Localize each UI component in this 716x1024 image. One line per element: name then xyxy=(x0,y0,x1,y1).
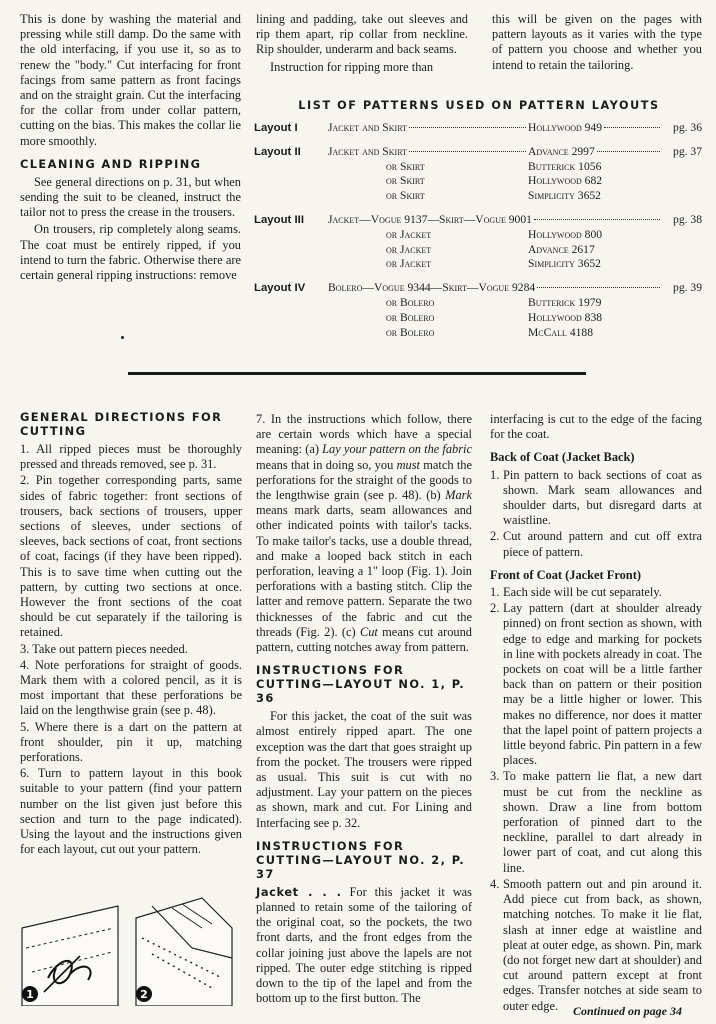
pattern-row xyxy=(254,213,702,228)
pattern-row xyxy=(254,160,702,175)
pattern-row xyxy=(254,296,702,311)
pattern-row xyxy=(254,174,702,189)
item-text: Smooth pattern out and pin around it. Add piece cut from back, as shown, matching notches. To make it lie flat, slash at inner edge at waistline and pleat at outer edge, as shown. Pin, mark (do not forget new dart at shoulder) and cut around pattern except at front edges. Transfer notches at side seam to outer edge. xyxy=(503,876,702,1013)
item-text: Each side will be cut separately. xyxy=(503,585,662,600)
back-coat-list xyxy=(490,468,702,560)
figure-1-label: 1 xyxy=(26,988,34,1001)
page-ref: pg. 37 xyxy=(673,144,702,158)
pattern-entry xyxy=(328,228,702,241)
item-text: Turn to pattern layout in this book suitable to your pattern (find your pattern number on the list given just before this section and turn to the page indicated). Using the layout and the instructions given for each layout, cut out your pattern. xyxy=(20,766,242,857)
top-left-column xyxy=(20,12,241,285)
figure-1 xyxy=(18,888,122,1006)
text: Cut xyxy=(359,624,378,639)
pattern-entry xyxy=(328,213,702,226)
item-number: 6. xyxy=(20,766,30,781)
pattern-entry xyxy=(328,281,702,294)
pattern-name: Butterick 1056 xyxy=(528,159,602,173)
list-item xyxy=(20,473,242,640)
list-item xyxy=(490,877,702,1014)
text: match the perforations for the straight of the goods to the lengthwise grain (see p. 48). (b) xyxy=(256,457,473,503)
pattern-list-title: LIST OF PATTERNS USED ON PATTERN LAYOUTS xyxy=(298,99,660,112)
item-number: 1. xyxy=(490,585,500,600)
text: means that in doing so, you xyxy=(256,457,397,472)
text: means cut around pattern, cutting notches away from pattern. xyxy=(256,624,472,655)
pattern-name: Hollywood 949 xyxy=(528,121,603,134)
paragraph: On trousers, rip completely along seams. The coat must be entirely ripped, if you intend to turn the fabric. Otherwise there are certain general ripping instructions: remove xyxy=(20,222,241,283)
page-ref: pg. 38 xyxy=(673,212,702,226)
item-text: Where there is a dart on the pattern at front shoulder, pin it up, matching perforations. xyxy=(20,719,243,765)
layout-label: Layout III xyxy=(254,213,304,226)
pattern-name: Hollywood 838 xyxy=(528,310,603,324)
layout-label: Layout I xyxy=(254,122,298,134)
garment-label: or Jacket xyxy=(386,227,432,241)
cut-threads-illustration xyxy=(132,888,236,1006)
pattern-row xyxy=(254,311,702,326)
item-text: Cut around pattern and cut off extra piece of pattern. xyxy=(503,529,702,559)
page-ref: pg. 39 xyxy=(673,281,702,295)
item-number: 4. xyxy=(490,876,500,891)
layout-block xyxy=(254,213,702,272)
pattern-row xyxy=(254,326,702,341)
continued-note: Continued on page 34 xyxy=(572,1004,682,1018)
pattern-name: McCall 4188 xyxy=(528,325,594,339)
paragraph: interfacing is cut to the edge of the facing for the coat. xyxy=(490,412,702,442)
item-number: 1. xyxy=(20,442,30,456)
paragraph-7 xyxy=(256,412,472,655)
pattern-name: Advance 2997 xyxy=(528,144,595,158)
garment-label: or Bolero xyxy=(386,310,435,324)
paragraph: See general directions on p. 31, but when sending the suit to be cleaned, instruct the tailor not to press the crease in the trousers. xyxy=(20,174,241,220)
text: means mark darts, seam allowances and other indicated points with tailor's tacks. To make tailor's tacks, use a double thread, and make a looped back stitch in each perforation, leaving a 1" loop (Fig. 1). Join perforations with a basting stitch. Clip the latter and remove pattern. Separate the two thicknesses of the fabric and cut the threads (Fig. 2). (c) xyxy=(256,503,472,639)
list-item xyxy=(490,769,702,875)
paragraph: For this jacket, the coat of the suit was almost entirely ripped apart. The one exception was the dart that goes straight up from the pocket. The trousers were ripped as usual. This suit is cut with no adjustment. Lay your pattern on the pieces as shown, mark and cut. For Lining and Interfacing see p. 32. xyxy=(256,709,472,830)
pattern-entry xyxy=(328,243,702,256)
top-right-column xyxy=(492,12,702,75)
garment-label: or Bolero xyxy=(386,295,435,309)
item-text: Take out pattern pieces needed. xyxy=(32,641,188,656)
item-text: Note perforations for straight of goods. Mark them with a colored pencil, as it is most important that these perforations be laid on the lengthwise grain (see p. 48). xyxy=(20,657,242,718)
run-in-heading: Jacket . . . xyxy=(256,884,342,899)
section-divider xyxy=(128,372,586,375)
figure-2 xyxy=(132,888,236,1006)
item-number: 2. xyxy=(490,601,500,616)
text: Mark xyxy=(445,488,472,503)
front-coat-list xyxy=(490,585,702,1014)
pattern-name: Hollywood 682 xyxy=(528,174,603,188)
pattern-row xyxy=(254,189,702,204)
layout-label: Layout IV xyxy=(254,282,306,295)
garment-label: or Skirt xyxy=(386,174,425,188)
pattern-row xyxy=(254,121,702,136)
paragraph: Instruction for ripping more than xyxy=(270,59,434,74)
list-item xyxy=(490,468,702,529)
tailors-tack-illustration xyxy=(18,888,122,1006)
pattern-name: Simplicity 3652 xyxy=(528,189,601,203)
pattern-name: Butterick 1979 xyxy=(528,295,602,309)
pattern-entry xyxy=(328,311,702,324)
layout-block xyxy=(254,281,702,340)
pattern-entry xyxy=(328,145,702,158)
paragraph: lining and padding, take out sleeves and rip them apart, rip collar from neckline. Rip shoulder, underarm and back seams. xyxy=(256,12,468,57)
list-item xyxy=(20,720,242,766)
pattern-entry xyxy=(328,296,702,309)
text: must xyxy=(396,457,420,472)
right-column xyxy=(490,412,702,1015)
item-number: 1. xyxy=(490,467,500,482)
garment-label: Jacket and Skirt xyxy=(328,144,407,158)
section-heading: INSTRUCTIONS FOR CUTTING—LAYOUT NO. 2, P. 37 xyxy=(256,838,466,881)
list-item xyxy=(490,529,702,559)
pattern-list xyxy=(254,121,702,349)
pattern-row xyxy=(254,243,702,258)
pattern-row xyxy=(254,228,702,243)
pattern-entry xyxy=(328,121,702,134)
pattern-name: Hollywood 800 xyxy=(528,227,603,241)
item-number: 5. xyxy=(20,719,30,734)
section-heading: CLEANING AND RIPPING xyxy=(20,156,202,171)
layout-block xyxy=(254,121,702,136)
pattern-row xyxy=(254,257,702,272)
layout-label: Layout II xyxy=(254,145,301,158)
item-number: 3. xyxy=(490,769,500,784)
pattern-entry xyxy=(328,326,702,339)
pattern-row xyxy=(254,281,702,296)
pattern-name: Advance 2617 xyxy=(528,242,595,256)
item-text: To make pattern lie flat, a new dart must be cut from the neckline as shown. Draw a line from bottom perforation of pinned dart to the neckline, parallel to dart already in lower part of coat, and cut along this line. xyxy=(503,769,702,875)
ink-dot xyxy=(121,336,124,339)
garment-label: or Jacket xyxy=(386,242,432,256)
figures xyxy=(18,888,240,1008)
figure-2-label: 2 xyxy=(140,988,148,1001)
text: For this jacket it was planned to retain some of the tailoring of the original coat, so the pockets, the two front darts, and the front edges from the collar joining just above the lapels are not ripped. The outer edge stitching is ripped down to the tip of the lapel and from the bottom up to the first button. The xyxy=(256,884,472,1006)
garment-label: or Skirt xyxy=(386,159,425,173)
pattern-entry xyxy=(328,189,702,202)
item-text: Lay pattern (dart at shoulder already pinned) on front section as shown, with edge to edge and marking for pockets in line with pockets already in coat. The pockets on coat will be a little farther back than on pattern or their position may be a little higher or lower. This makes no difference, nor does it matter that the lapel point of pattern projects a little beyond fabric. Pin pattern in a few places. xyxy=(503,601,702,768)
general-directions-list xyxy=(20,442,242,857)
item-number: 2. xyxy=(490,529,500,544)
subheading: Front of Coat (Jacket Front) xyxy=(490,567,641,582)
item-text: All ripped pieces must be thoroughly pressed and threads removed, see p. 31. xyxy=(20,442,242,472)
item-number: 2. xyxy=(20,473,30,488)
item-number: 3. xyxy=(20,641,30,656)
paragraph: This is done by washing the material and pressing while still damp. Do the same with the old interfacing, if you use it, so as to renew the "body." Cut interfacing for front facings from same pattern as front facings and on the straight grain. Cut the interfacing for the collar from under collar pattern, cutting on the bias. This makes the collar lie more smoothly. xyxy=(20,12,241,148)
subheading: Back of Coat (Jacket Back) xyxy=(490,450,635,465)
pattern-row xyxy=(254,145,702,160)
text: 7. In the instructions which follow, there are certain words which have a special meaning: (a) xyxy=(256,412,472,457)
instructions-column xyxy=(256,412,472,1009)
garment-label: or Skirt xyxy=(386,189,425,203)
garment-label: or Jacket xyxy=(386,257,432,271)
item-text: Pin together corresponding parts, same sides of fabric together: front sections of trousers, back sections of trousers, upper sections of sleeves, under sections of sleeves, back sections of coat, front sections of coat, facings (if they have been ripped). This is to save time when cutting out the pattern, by cutting two sections at once. However the front sections of the coat should be cut separately if the tailoring is retained. xyxy=(20,473,242,640)
section-heading: GENERAL DIRECTIONS FOR CUTTING xyxy=(20,410,223,438)
pattern-entry xyxy=(328,160,702,173)
page-ref: pg. 36 xyxy=(673,121,702,134)
general-directions-column xyxy=(20,410,242,858)
pattern-entry xyxy=(328,174,702,187)
pattern-name: Simplicity 3652 xyxy=(528,257,601,271)
list-item xyxy=(20,658,242,719)
item-text: Pin pattern to back sections of coat as shown. Mark seam allowances and shoulder darts, but disregard darts at waistline. xyxy=(503,467,702,528)
item-number: 4. xyxy=(20,657,30,672)
section-heading: INSTRUCTIONS FOR CUTTING—LAYOUT NO. 1, P. 36 xyxy=(256,663,466,706)
list-item xyxy=(20,642,242,657)
layout-block xyxy=(254,145,702,204)
top-mid-column xyxy=(256,12,468,77)
list-item xyxy=(490,585,702,600)
garment-label: or Bolero xyxy=(386,325,435,339)
garment-label: Jacket—Vogue 9137—Skirt—Vogue 9001 xyxy=(328,212,532,226)
list-item xyxy=(490,601,702,768)
paragraph: this will be given on the pages with pattern layouts as it varies with the type of pattern you choose and whether you intend to retain the tailoring. xyxy=(492,12,702,72)
garment-label: Jacket and Skirt xyxy=(328,121,407,134)
garment-label: Bolero—Vogue 9344—Skirt—Vogue 9284 xyxy=(328,281,536,295)
list-item xyxy=(20,442,242,472)
paragraph xyxy=(256,885,472,1007)
text: Lay your pattern on the fabric xyxy=(322,442,472,457)
pattern-entry xyxy=(328,257,702,270)
list-item xyxy=(20,766,242,857)
